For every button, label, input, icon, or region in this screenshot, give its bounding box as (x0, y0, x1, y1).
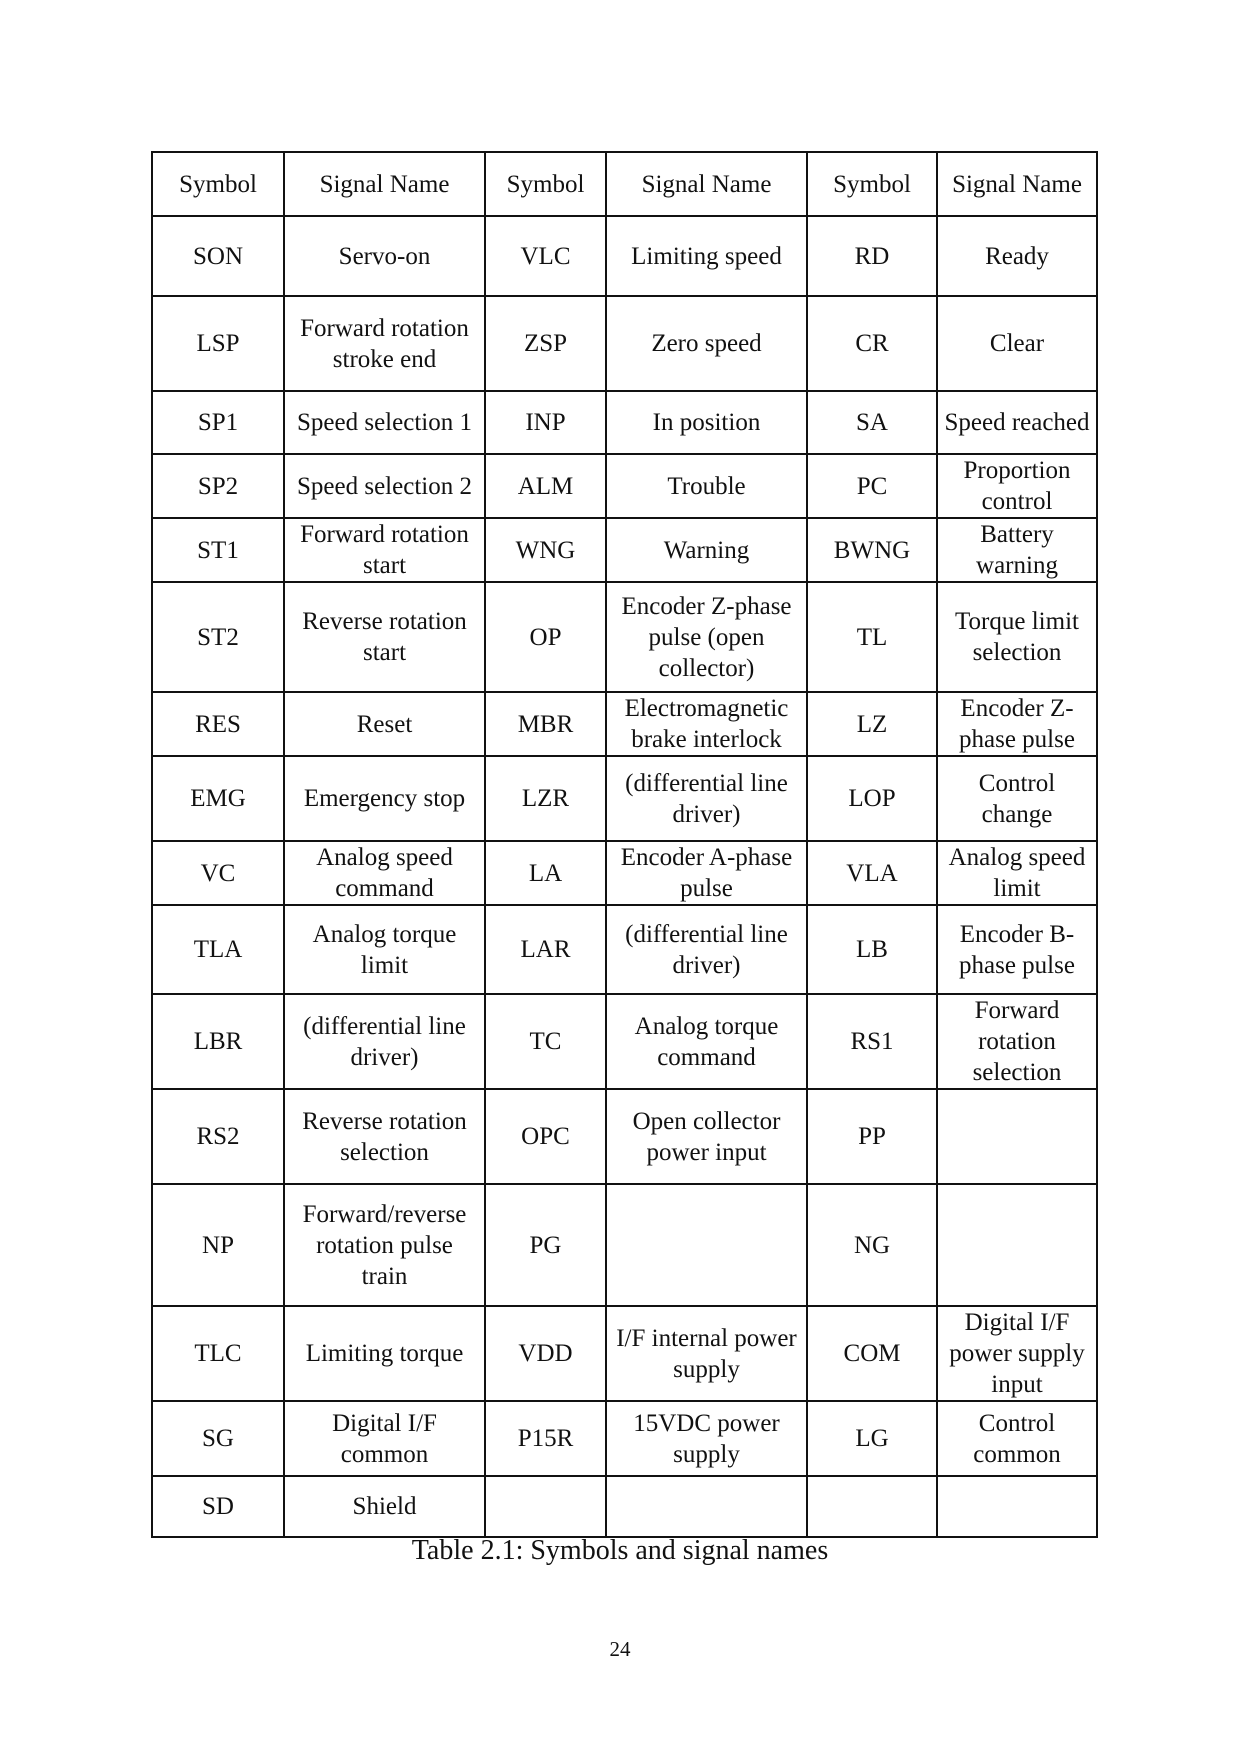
cell-signal-name-c: Clear (937, 296, 1097, 391)
cell-symbol-a: NP (152, 1184, 284, 1306)
table-row (152, 905, 1097, 994)
cell-signal-name-b (606, 1476, 807, 1537)
cell-signal-name-a: Analog speed command (284, 841, 485, 905)
cell-symbol-a: ST2 (152, 582, 284, 692)
cell-signal-name-c: Proportion control (937, 454, 1097, 518)
cell-symbol-b: P15R (485, 1401, 606, 1476)
cell-symbol-a: VC (152, 841, 284, 905)
cell-signal-name-b: Encoder Z-phase pulse (open collector) (606, 582, 807, 692)
cell-signal-name-a: Reverse rotation start (284, 582, 485, 692)
cell-symbol-c: BWNG (807, 518, 937, 582)
cell-symbol-c: PC (807, 454, 937, 518)
cell-signal-name-a: Forward/reverse rotation pulse train (284, 1184, 485, 1306)
cell-symbol-c: NG (807, 1184, 937, 1306)
cell-signal-name-b (606, 1184, 807, 1306)
cell-signal-name-a: Forward rotation start (284, 518, 485, 582)
header-symbol-3: Symbol (807, 152, 937, 216)
table-header-row (152, 152, 1097, 216)
cell-symbol-c: TL (807, 582, 937, 692)
cell-symbol-a: LBR (152, 994, 284, 1089)
header-symbol-2: Symbol (485, 152, 606, 216)
cell-signal-name-b: Open collector power input (606, 1089, 807, 1184)
cell-symbol-c: COM (807, 1306, 937, 1401)
table-row (152, 1184, 1097, 1306)
cell-signal-name-c (937, 1089, 1097, 1184)
cell-symbol-a: SP2 (152, 454, 284, 518)
cell-symbol-c: LG (807, 1401, 937, 1476)
cell-signal-name-a: Reset (284, 692, 485, 756)
cell-signal-name-a: Limiting torque (284, 1306, 485, 1401)
cell-signal-name-a: Speed selection 2 (284, 454, 485, 518)
cell-symbol-b: LZR (485, 756, 606, 841)
cell-symbol-c (807, 1476, 937, 1537)
cell-signal-name-c: Control common (937, 1401, 1097, 1476)
cell-symbol-b: VLC (485, 216, 606, 296)
cell-signal-name-b: Encoder A-phase pulse (606, 841, 807, 905)
header-signal-name-3: Signal Name (937, 152, 1097, 216)
cell-signal-name-a: Digital I/F common (284, 1401, 485, 1476)
cell-symbol-a: SG (152, 1401, 284, 1476)
cell-symbol-a: TLC (152, 1306, 284, 1401)
cell-signal-name-b: Warning (606, 518, 807, 582)
cell-symbol-b: PG (485, 1184, 606, 1306)
cell-signal-name-a: Servo-on (284, 216, 485, 296)
cell-symbol-c: LOP (807, 756, 937, 841)
table-row (152, 216, 1097, 296)
table-row (152, 756, 1097, 841)
cell-symbol-b: MBR (485, 692, 606, 756)
cell-signal-name-c: Torque limit selection (937, 582, 1097, 692)
cell-signal-name-b: 15VDC power supply (606, 1401, 807, 1476)
cell-signal-name-b: Electromagnetic brake interlock (606, 692, 807, 756)
cell-signal-name-b: In position (606, 391, 807, 454)
cell-symbol-c: LB (807, 905, 937, 994)
cell-signal-name-c: Ready (937, 216, 1097, 296)
cell-signal-name-a: Speed selection 1 (284, 391, 485, 454)
cell-symbol-a: RS2 (152, 1089, 284, 1184)
cell-symbol-c: LZ (807, 692, 937, 756)
cell-signal-name-a: Emergency stop (284, 756, 485, 841)
cell-signal-name-b: Zero speed (606, 296, 807, 391)
table-body (152, 216, 1097, 1537)
cell-symbol-c: RS1 (807, 994, 937, 1089)
cell-signal-name-b: I/F internal power supply (606, 1306, 807, 1401)
cell-symbol-b: ALM (485, 454, 606, 518)
table-row (152, 692, 1097, 756)
cell-symbol-b: INP (485, 391, 606, 454)
cell-symbol-a: ST1 (152, 518, 284, 582)
cell-symbol-b: OP (485, 582, 606, 692)
cell-symbol-b: TC (485, 994, 606, 1089)
cell-symbol-a: LSP (152, 296, 284, 391)
table-row (152, 994, 1097, 1089)
cell-symbol-b: OPC (485, 1089, 606, 1184)
cell-symbol-b: LA (485, 841, 606, 905)
cell-signal-name-b: Analog torque command (606, 994, 807, 1089)
table-row (152, 1089, 1097, 1184)
cell-signal-name-b: Limiting speed (606, 216, 807, 296)
table-row (152, 454, 1097, 518)
header-symbol-1: Symbol (152, 152, 284, 216)
cell-signal-name-a: Reverse rotation selection (284, 1089, 485, 1184)
cell-symbol-a: TLA (152, 905, 284, 994)
cell-signal-name-b: Trouble (606, 454, 807, 518)
cell-signal-name-c: Analog speed limit (937, 841, 1097, 905)
cell-signal-name-a: (differential line driver) (284, 994, 485, 1089)
header-signal-name-1: Signal Name (284, 152, 485, 216)
table-row (152, 582, 1097, 692)
cell-signal-name-c: Digital I/F power supply input (937, 1306, 1097, 1401)
cell-signal-name-a: Forward rotation stroke end (284, 296, 485, 391)
cell-signal-name-c: Encoder B-phase pulse (937, 905, 1097, 994)
cell-symbol-a: SP1 (152, 391, 284, 454)
table-row (152, 391, 1097, 454)
table-caption: Table 2.1: Symbols and signal names (411, 1535, 829, 1566)
cell-symbol-a: SON (152, 216, 284, 296)
cell-signal-name-c (937, 1476, 1097, 1537)
table-row (152, 296, 1097, 391)
cell-signal-name-a: Shield (284, 1476, 485, 1537)
cell-symbol-b: ZSP (485, 296, 606, 391)
cell-signal-name-c: Speed reached (937, 391, 1097, 454)
cell-symbol-c: SA (807, 391, 937, 454)
cell-signal-name-b: (differential line driver) (606, 905, 807, 994)
cell-symbol-a: SD (152, 1476, 284, 1537)
table-row (152, 1306, 1097, 1401)
cell-signal-name-c: Forward rotation selection (937, 994, 1097, 1089)
cell-symbol-a: EMG (152, 756, 284, 841)
table-row (152, 1476, 1097, 1537)
header-signal-name-2: Signal Name (606, 152, 807, 216)
cell-signal-name-c: Encoder Z-phase pulse (937, 692, 1097, 756)
cell-symbol-a: RES (152, 692, 284, 756)
cell-symbol-b: LAR (485, 905, 606, 994)
page-number: 24 (609, 1637, 631, 1661)
table-row (152, 841, 1097, 905)
cell-symbol-b: VDD (485, 1306, 606, 1401)
cell-signal-name-b: (differential line driver) (606, 756, 807, 841)
cell-symbol-c: PP (807, 1089, 937, 1184)
cell-signal-name-a: Analog torque limit (284, 905, 485, 994)
cell-signal-name-c (937, 1184, 1097, 1306)
cell-symbol-c: RD (807, 216, 937, 296)
cell-symbol-b: WNG (485, 518, 606, 582)
cell-signal-name-c: Control change (937, 756, 1097, 841)
cell-signal-name-c: Battery warning (937, 518, 1097, 582)
cell-symbol-c: VLA (807, 841, 937, 905)
cell-symbol-c: CR (807, 296, 937, 391)
table-row (152, 518, 1097, 582)
signal-table (151, 151, 1098, 1538)
table-row (152, 1401, 1097, 1476)
cell-symbol-b (485, 1476, 606, 1537)
